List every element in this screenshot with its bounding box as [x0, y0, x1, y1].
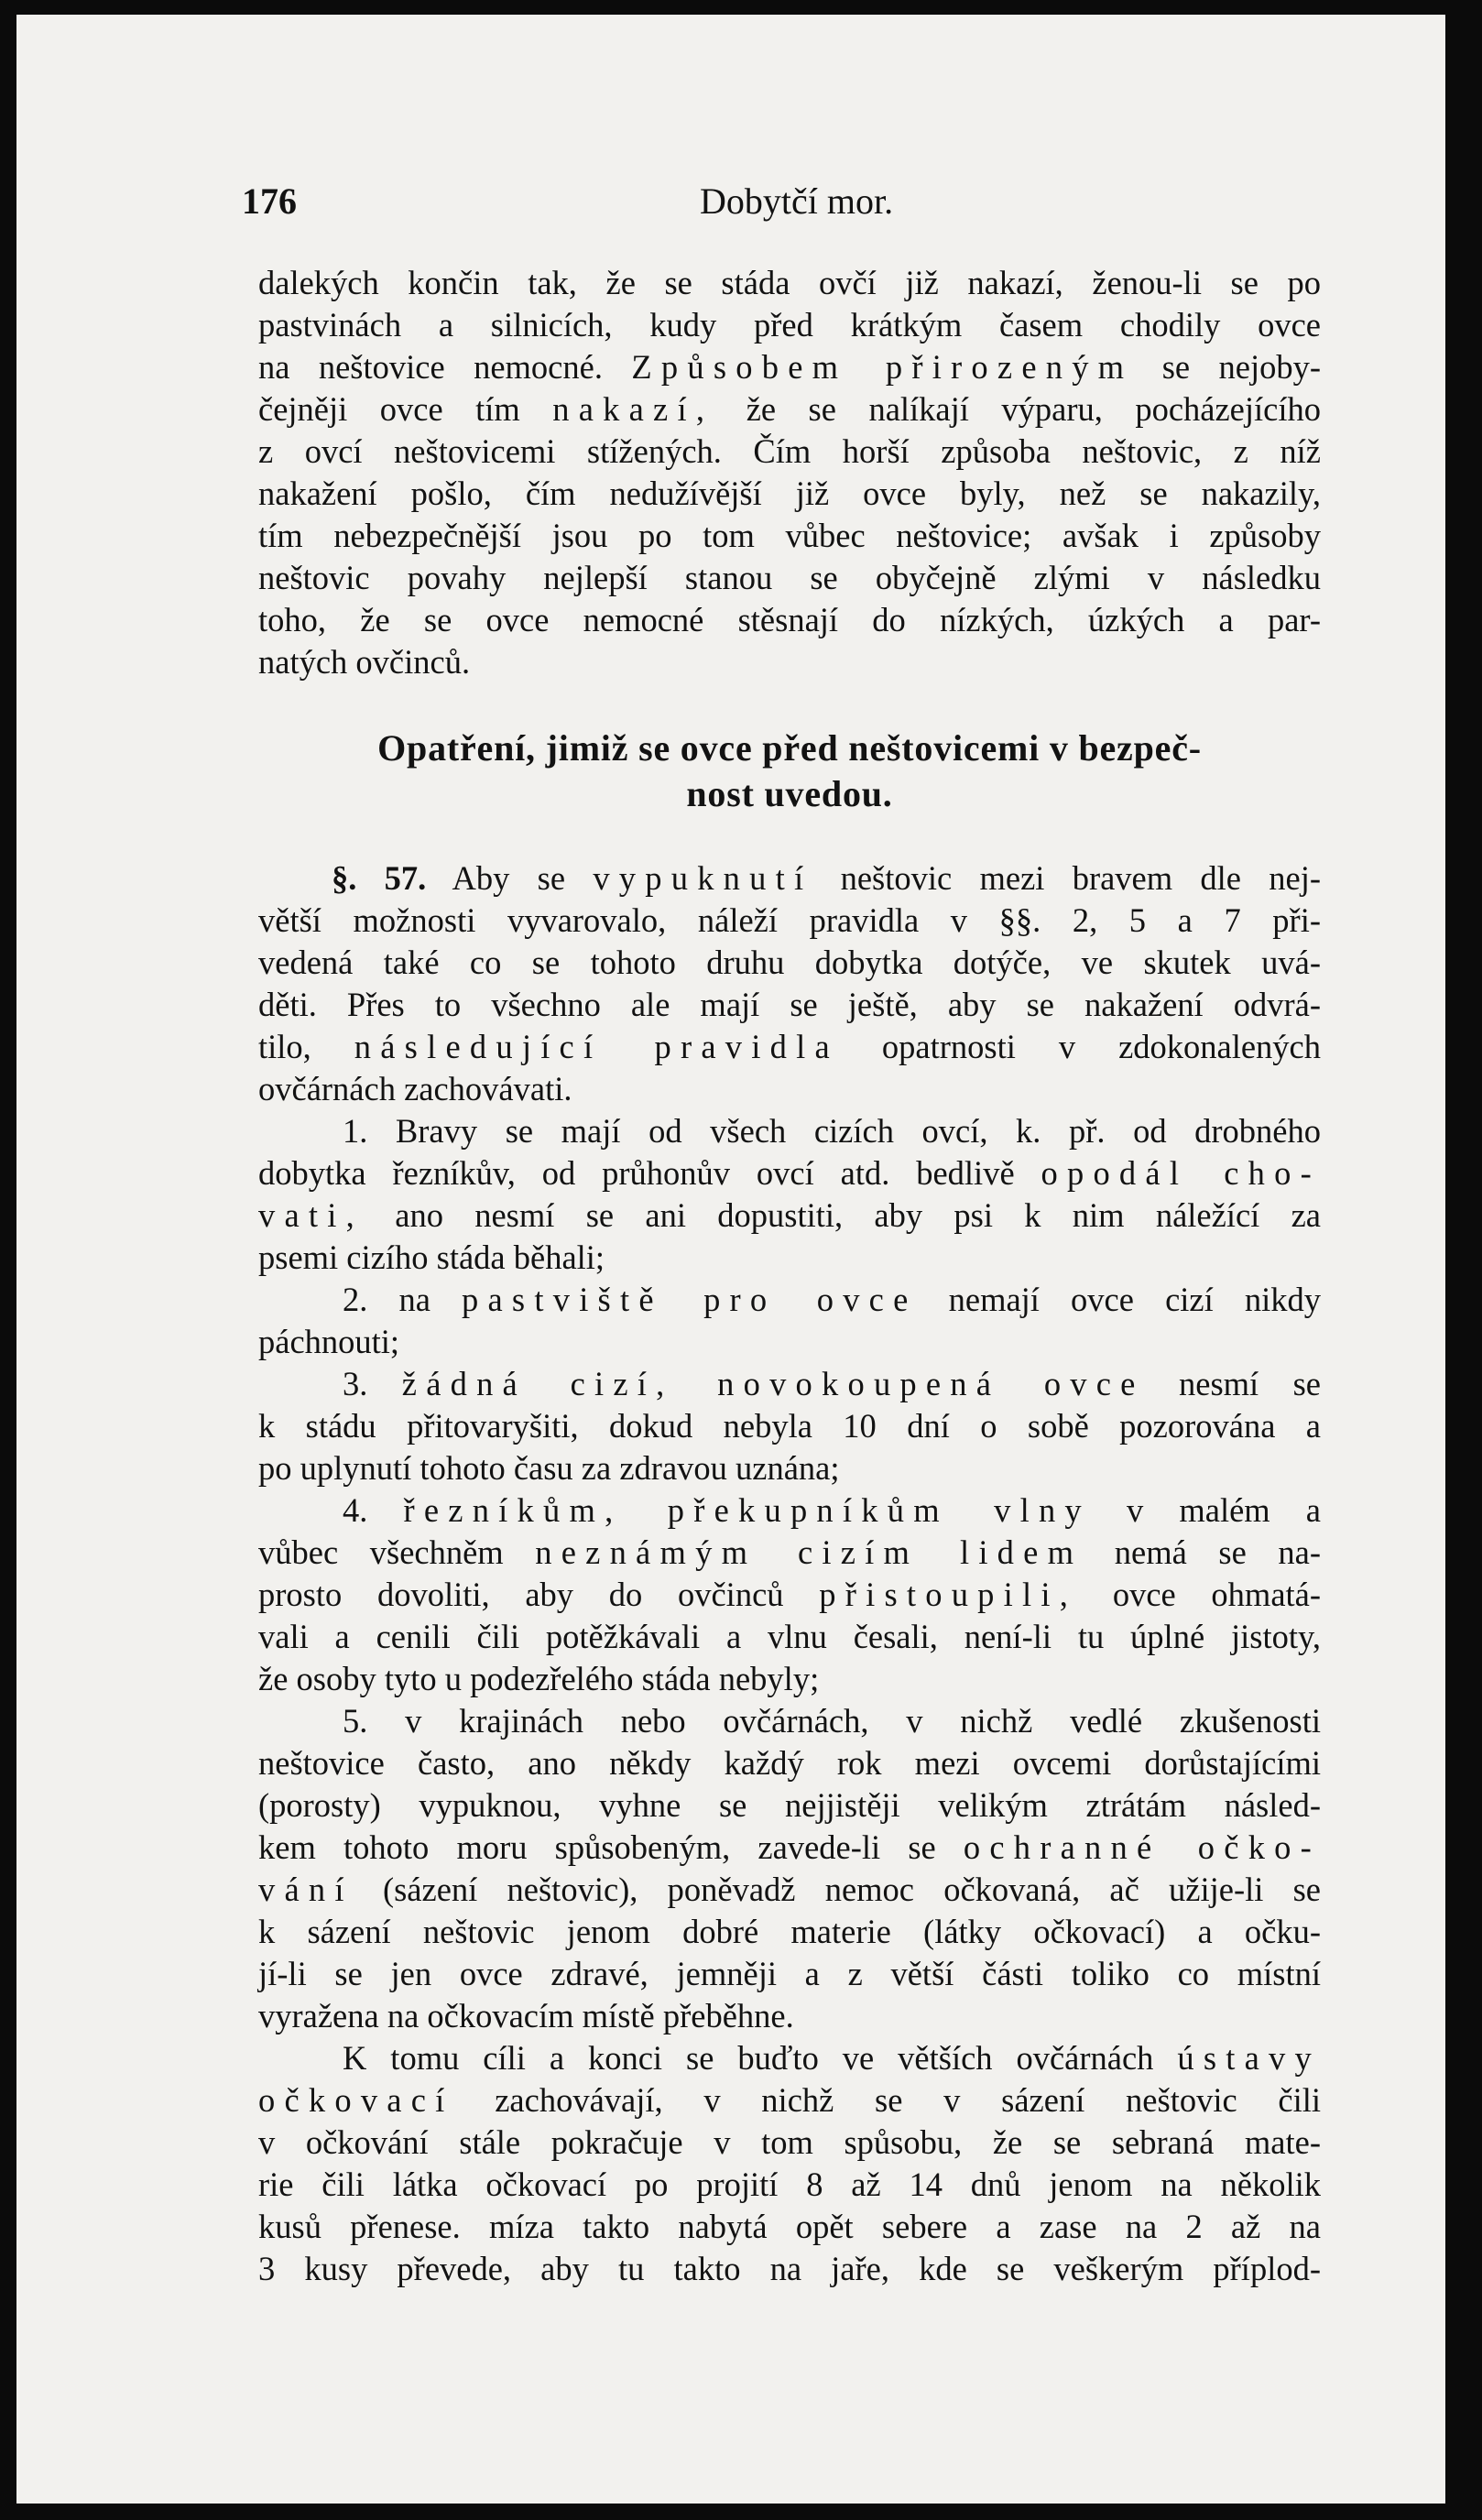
text-segment: neštovic mezi bravem dle nej- [840, 859, 1321, 897]
text-line: děti. Přes to všechno ale mají se ještě, aby se nakažení odvrá- [258, 986, 1321, 1023]
heading-line: nost uvedou. [686, 773, 893, 814]
text-line: páchnouti; [258, 1323, 400, 1360]
spaced-emphasis: vání [258, 1871, 354, 1908]
text-line: toho, že se ovce nemocné stěsnají do nízkých, úzkých a par- [258, 601, 1321, 638]
text-line: psemi cizího stáda běhali; [258, 1238, 605, 1276]
text-line [258, 2037, 1321, 2079]
rule-3 [258, 1363, 1321, 1489]
text-line [258, 1195, 1321, 1237]
text-segment: ovce ohmatá- [1112, 1576, 1322, 1613]
text-segment: vůbec všechněm [258, 1533, 504, 1571]
text-line: dalekých končin tak, že se stáda ovčí již nakazí, ženou-li se po [258, 264, 1321, 301]
text-segment: na neštovice nemocné. [258, 348, 603, 386]
text-line: po uplynutí tohoto času za zdravou uznána; [258, 1449, 840, 1487]
book-page [16, 15, 1445, 2504]
text-segment: (sázení neštovic), poněvadž nemoc očkovaná, ač užije-li se [382, 1871, 1322, 1908]
spaced-emphasis: opodál cho- [1041, 1154, 1321, 1192]
text-line: k sázení neštovic jenom dobré materie (látky očkovací) a očku- [258, 1913, 1321, 1950]
spaced-emphasis: pastviště pro ovce [462, 1281, 918, 1318]
text-segment: prosto dovoliti, aby do ovčinců [258, 1576, 784, 1613]
text-line [258, 857, 1321, 900]
final-paragraph [258, 2037, 1321, 2290]
text-segment: čejněji ovce tím [258, 390, 520, 428]
rule-4 [258, 1489, 1321, 1700]
text-line: v očkování stále pokračuje v tom spůsobu, že se sebraná mate- [258, 2123, 1321, 2161]
section-heading [258, 725, 1321, 817]
text-line: (porosty) vypuknou, vyhne se nejjistěji velikým ztrátám násled- [258, 1786, 1321, 1824]
text-segment: že se nalíkají výparu, pocházejícího [746, 390, 1322, 428]
text-segment: zachovávají, v nichž se v sázení neštovic čili [495, 2081, 1322, 2119]
heading-line: Opatření, jimiž se ovce před neštovicemi v bezpeč- [377, 727, 1202, 769]
text-line [258, 1026, 1321, 1068]
text-line: 5. v krajinách nebo ovčárnách, v nichž vedlé zkušenosti [343, 1702, 1321, 1740]
text-segment: 2. na [343, 1281, 430, 1318]
page-number: 176 [242, 180, 297, 222]
text-line: jí-li se jen ovce zdravé, jemněji a z větší části toliko co místní [258, 1955, 1321, 1992]
text-segment: ano nesmí se ani dopustiti, aby psi k nim náležící za [395, 1196, 1321, 1234]
text-line: neštovice často, ano někdy každý rok mezi ovcemi dorůstajícími [258, 1744, 1321, 1782]
paragraph-1 [258, 262, 1321, 683]
text-segment: nesmí se [1179, 1365, 1322, 1402]
text-segment: v malém a [1127, 1491, 1321, 1529]
rule-5 [258, 1700, 1321, 2037]
text-line [258, 346, 1321, 388]
rule-1 [258, 1110, 1321, 1279]
spaced-emphasis: vati, [258, 1196, 364, 1234]
text-line [258, 1363, 1321, 1405]
text-line: vali a cenili čili potěžkávali a vlnu česali, není-li tu úplné jistoty, [258, 1618, 1321, 1655]
text-line [258, 1827, 1321, 1869]
text-line: tím nebezpečnější jsou po tom vůbec neštovice; avšak i způsoby [258, 517, 1321, 554]
text-line: neštovic povahy nejlepší stanou se obyčejně zlými v následku [258, 559, 1321, 596]
text-segment: kem tohoto moru spůsobeným, zavede-li se [258, 1828, 936, 1866]
text-line: k stádu přitovaryšiti, dokud nebyla 10 dní o sobě pozorována a [258, 1407, 1321, 1445]
text-segment: se nejoby- [1161, 348, 1322, 386]
text-segment: opatrnosti v zdokonalených [881, 1028, 1322, 1065]
text-segment: nemají ovce cizí nikdy [948, 1281, 1321, 1318]
text-segment: nemá se na- [1114, 1533, 1322, 1571]
text-segment: 3. [343, 1365, 368, 1402]
text-line [258, 1574, 1321, 1616]
text-segment: 4. [343, 1491, 368, 1529]
spaced-emphasis: Způsobem přirozeným [631, 348, 1134, 386]
text-line [258, 1152, 1321, 1195]
text-line: 1. Bravy se mají od všech cizích ovcí, k. př. od drobného [343, 1112, 1321, 1150]
text-line: pastvinách a silnicích, kudy před krátkým časem chodily ovce [258, 306, 1321, 344]
text-line [258, 1489, 1321, 1532]
page-body [258, 262, 1321, 2290]
text-line [258, 2079, 1321, 2122]
rule-2 [258, 1279, 1321, 1363]
spaced-emphasis: neznámým cizím lidem [535, 1533, 1084, 1571]
text-line: vyražena na očkovacím místě přeběhne. [258, 1997, 794, 2035]
spaced-emphasis: ústavy [1177, 2039, 1321, 2077]
running-title: Dobytčí mor. [700, 180, 894, 222]
text-line [258, 1869, 1321, 1911]
spaced-emphasis: řezníkům, překupníkům vlny [403, 1491, 1091, 1529]
text-line: ovčárnách zachovávati. [258, 1070, 572, 1107]
text-segment: Aby se [452, 859, 566, 897]
text-line: 3 kusy převede, aby tu takto na jaře, kde se veškerým příplod- [258, 2250, 1321, 2287]
spaced-emphasis: žádná cizí, novokoupená ovce [401, 1365, 1145, 1402]
spaced-emphasis: očkovací [258, 2081, 454, 2119]
text-line: kusů přenese. míza takto nabytá opět sebere a zase na 2 až na [258, 2208, 1321, 2245]
running-header [242, 180, 901, 235]
spaced-emphasis: přistoupili, [819, 1576, 1078, 1613]
text-segment: K tomu cíli a konci se buďto ve větších ovčárnách [343, 2039, 1154, 2077]
text-line: vedená také co se tohoto druhu dobytka dotýče, ve skutek uvá- [258, 944, 1321, 981]
text-line [258, 1279, 1321, 1321]
section-57 [258, 857, 1321, 1110]
text-line [258, 388, 1321, 431]
text-line: větší možnosti vyvarovalo, náleží pravidla v §§. 2, 5 a 7 při- [258, 901, 1321, 939]
text-line: z ovcí neštovicemi stížených. Čím horší způsoba neštovic, z níž [258, 432, 1321, 470]
section-mark: §. 57. [332, 859, 427, 897]
spaced-emphasis: následující pravidla [354, 1028, 839, 1065]
spaced-emphasis: vypuknutí [593, 859, 813, 897]
text-segment: dobytka řezníkův, od průhonův ovcí atd. bedlivě [258, 1154, 1015, 1192]
spaced-emphasis: nakazí, [552, 390, 714, 428]
text-line: že osoby tyto u podezřelého stáda nebyly; [258, 1660, 820, 1697]
text-line: nakažení pošlo, čím nedužívější již ovce byly, než se nakazily, [258, 475, 1321, 512]
text-line: rie čili látka očkovací po projití 8 až 14 dnů jenom na několik [258, 2165, 1321, 2203]
spaced-emphasis: ochranné očko- [963, 1828, 1322, 1866]
text-line: natých ovčinců. [258, 643, 471, 681]
text-line [258, 1532, 1321, 1574]
text-segment: tilo, [258, 1028, 311, 1065]
